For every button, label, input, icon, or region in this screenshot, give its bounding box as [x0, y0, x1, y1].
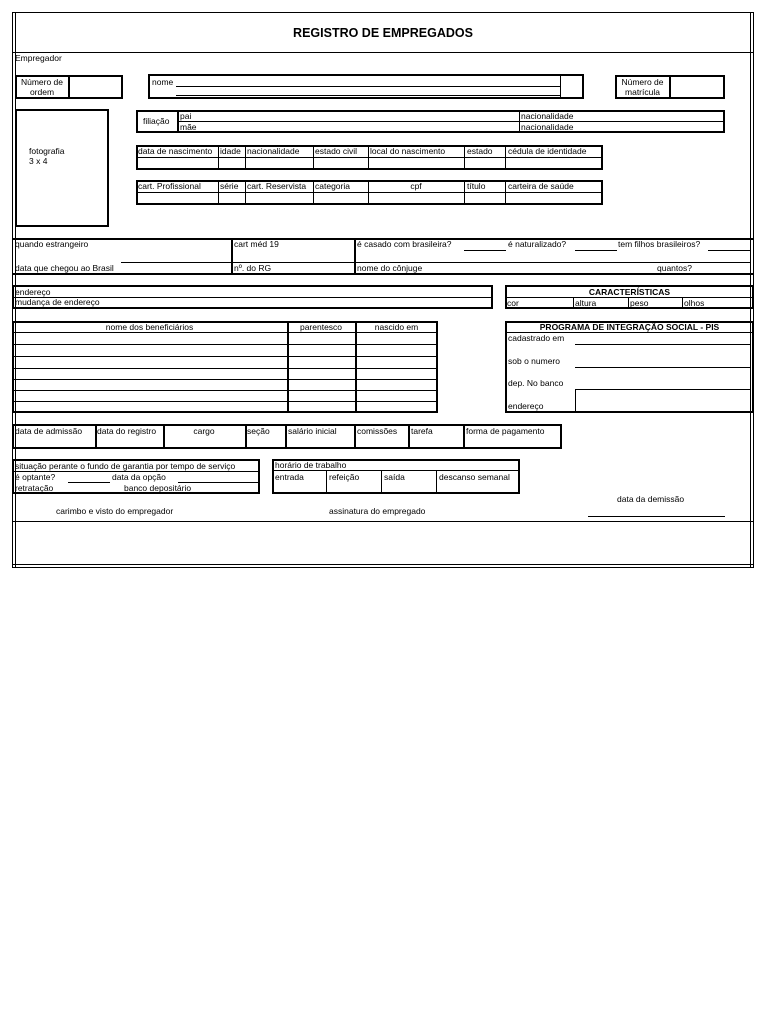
data-demissao-label: data da demissão [617, 494, 685, 504]
pis-title: PROGRAMA DE INTEGRAÇÃO SOCIAL - PIS [539, 322, 720, 332]
numero-matricula-field[interactable] [671, 77, 723, 97]
footer-divider [12, 521, 754, 522]
beneficiarios-col-2 [355, 321, 357, 413]
naturalizado-label: é naturalizado? [508, 239, 567, 249]
cor-label: cor [507, 298, 519, 308]
photo-size-label: 3 x 4 [29, 156, 48, 166]
descanso-label: descanso semanal [439, 472, 510, 482]
data-opcao-label: data da opção [112, 472, 166, 482]
titulo-label: título [467, 181, 486, 191]
filiacao-nat-divider [519, 110, 520, 133]
caracteristicas-col-2 [628, 297, 629, 309]
cart-med-label: cart méd 19 [234, 239, 279, 249]
photo-box [15, 109, 109, 227]
filiacao-label: filiação [143, 116, 170, 126]
retratacao-line [56, 493, 120, 494]
idade-label: idade [220, 146, 241, 156]
banco-depositario-label: banco depositário [124, 483, 192, 493]
mae-nacionalidade-label: nacionalidade [521, 122, 574, 132]
optante-answer-line [68, 482, 110, 483]
mae-label: mãe [180, 122, 197, 132]
horario-col-3 [436, 470, 437, 494]
beneficiarios-row-line [12, 368, 438, 369]
estado-label: estado [467, 146, 493, 156]
horario-col-2 [381, 470, 382, 494]
nascimento-col-6 [505, 145, 506, 170]
nome-conjuge-label: nome do cônjuge [357, 263, 423, 273]
documentos-col-2 [245, 180, 246, 205]
retratacao-label: retratação [15, 483, 54, 493]
data-admissao-label: data de admissão [15, 426, 83, 436]
nome-label: nome [152, 77, 174, 87]
data-nascimento-label: data de nascimento [138, 146, 213, 156]
naturalizado-answer-line [575, 250, 617, 251]
photo-label: fotografia [29, 146, 65, 156]
horario-title: horário de trabalho [275, 460, 347, 470]
nascimento-col-1 [218, 145, 219, 170]
beneficiarios-row-line [12, 344, 438, 345]
local-nascimento-label: local do nascimento [370, 146, 446, 156]
beneficiarios-parentesco-header: parentesco [299, 322, 343, 332]
forma-pagamento-label: forma de pagamento [466, 426, 545, 436]
nascimento-col-3 [313, 145, 314, 170]
documentos-col-5 [464, 180, 465, 205]
admissao-col-6 [408, 424, 410, 449]
beneficiarios-nome-header: nome dos beneficiários [105, 322, 194, 332]
peso-label: peso [630, 298, 649, 308]
cargo-label: cargo [193, 426, 215, 436]
title-divider [12, 52, 754, 53]
fgts-situacao-label: situação perante o fundo de garantia por tempo de serviço [15, 461, 236, 471]
data-registro-label: data do registro [97, 426, 157, 436]
rg-label: nº. do RG [234, 263, 272, 273]
filhos-label: tem filhos brasileiros? [618, 239, 701, 249]
documentos-col-3 [313, 180, 314, 205]
nascimento-col-2 [245, 145, 246, 170]
admissao-col-4 [285, 424, 287, 449]
quando-estrangeiro-label: quando estrangeiro [15, 239, 89, 249]
nacionalidade-label: nacionalidade [247, 146, 300, 156]
saida-label: saída [384, 472, 405, 482]
caracteristicas-col-3 [682, 297, 683, 309]
salario-label: salário inicial [288, 426, 337, 436]
estado-civil-label: estado civil [315, 146, 358, 156]
caracteristicas-col-1 [573, 297, 574, 309]
horario-col-1 [326, 470, 327, 494]
beneficiarios-row-line [12, 390, 438, 391]
cpf-label: cpf [410, 181, 422, 191]
demissao-line [588, 516, 725, 517]
carimbo-label: carimbo e visto do empregador [56, 506, 174, 516]
altura-label: altura [575, 298, 597, 308]
entrada-label: entrada [275, 472, 304, 482]
documentos-col-1 [218, 180, 219, 205]
tarefa-label: tarefa [411, 426, 433, 436]
filhos-answer-line [708, 250, 750, 251]
mudanca-endereco-label: mudança de endereço [15, 297, 100, 307]
secao-label: seção [247, 426, 270, 436]
beneficiarios-row-line [12, 332, 438, 333]
estrangeiro-col-1 [231, 238, 233, 273]
cedula-label: cédula de identidade [508, 146, 587, 156]
beneficiarios-row-line [12, 401, 438, 402]
cart-profissional-label: cart. Profissional [138, 181, 201, 191]
empregador-label: Empregador [15, 53, 62, 63]
estrangeiro-mid-line [121, 262, 231, 263]
admissao-col-7 [463, 424, 465, 449]
estrangeiro-col-2 [354, 238, 356, 273]
numero-matricula-label: Número de matrícula [621, 77, 664, 97]
dep-banco-label: dep. No banco [508, 378, 564, 388]
form-title: REGISTRO DE EMPREGADOS [293, 26, 473, 40]
numero-ordem-field[interactable] [70, 77, 122, 97]
serie-label: série [220, 181, 239, 191]
beneficiarios-nascido-header: nascido em [374, 322, 419, 332]
olhos-label: olhos [684, 298, 705, 308]
numero-ordem-label: Número de ordem [20, 77, 64, 97]
casado-label: é casado com brasileira? [357, 239, 452, 249]
horario-row-divider [272, 470, 520, 471]
assinatura-label: assinatura do empregado [329, 506, 426, 516]
pai-label: pai [180, 111, 192, 121]
cadastrado-line [575, 344, 750, 345]
sob-numero-line [575, 367, 750, 368]
beneficiarios-col-1 [287, 321, 289, 413]
beneficiarios-table [12, 321, 438, 413]
endereco-label: endereço [15, 287, 51, 297]
pis-endereco-label: endereço [508, 401, 544, 411]
quantos-label: quantos? [657, 263, 692, 273]
refeicao-label: refeição [329, 472, 360, 482]
filiacao-row-divider [177, 121, 725, 122]
nome-field-end [560, 76, 561, 97]
casado-answer-line [464, 250, 506, 251]
admissao-col-5 [354, 424, 356, 449]
pai-nacionalidade-label: nacionalidade [521, 111, 574, 121]
categoria-label: categoria [315, 181, 350, 191]
frame-bottom-inner [12, 564, 754, 565]
beneficiarios-row-line [12, 379, 438, 380]
sob-numero-label: sob o numero [508, 356, 560, 366]
estrangeiro-bottom-line [12, 273, 754, 275]
data-chegou-label: data que chegou ao Brasil [15, 263, 114, 273]
pis-endereco-divider [575, 390, 576, 413]
documentos-row-divider [136, 192, 603, 193]
nascimento-col-4 [368, 145, 369, 170]
beneficiarios-row-line [12, 356, 438, 357]
nascimento-row-divider [136, 157, 603, 158]
comissoes-label: comissões [357, 426, 398, 436]
nome-field[interactable] [176, 76, 560, 97]
documentos-col-6 [505, 180, 506, 205]
carteira-saude-label: carteira de saúde [508, 181, 574, 191]
optante-label: é optante? [15, 472, 56, 482]
caracteristicas-title: CARACTERÍSTICAS [588, 287, 671, 297]
cadastrado-label: cadastrado em [508, 333, 565, 343]
cart-reservista-label: cart. Reservista [247, 181, 307, 191]
dep-banco-line [575, 389, 750, 390]
nascimento-col-5 [464, 145, 465, 170]
